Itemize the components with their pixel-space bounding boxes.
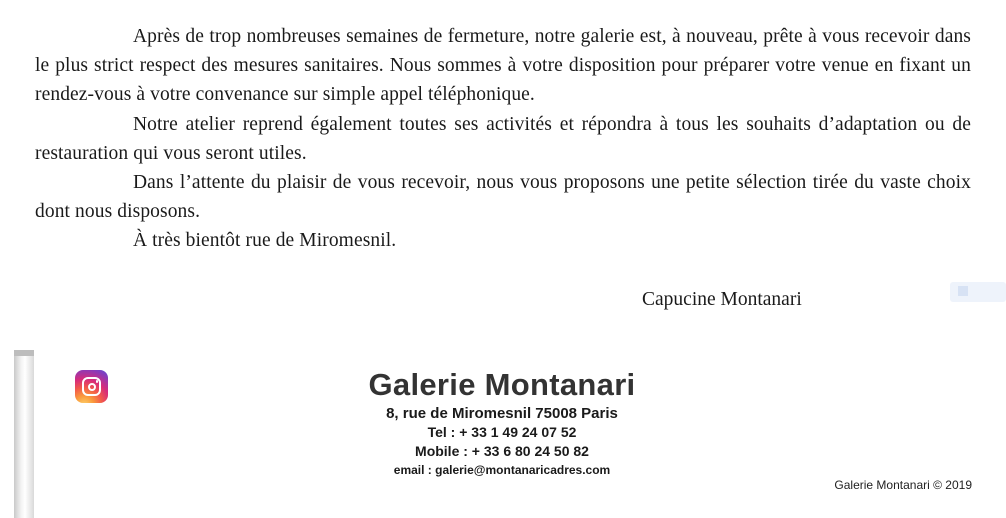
side-decorative-bar bbox=[14, 350, 34, 518]
copyright-notice: Galerie Montanari © 2019 bbox=[834, 478, 972, 492]
letter-paragraph: Dans l’attente du plaisir de vous recevoir, nous vous proposons une petite sélection tirée du vaste choix dont nous disposons. bbox=[35, 172, 971, 223]
instagram-icon[interactable] bbox=[75, 370, 108, 403]
gallery-address: 8, rue de Miromesnil 75008 Paris bbox=[386, 405, 618, 422]
signature: Capucine Montanari bbox=[642, 289, 802, 310]
gallery-name: Galerie Montanari bbox=[368, 367, 636, 402]
letter-paragraph: À très bientôt rue de Miromesnil. bbox=[133, 230, 397, 252]
faded-widget bbox=[950, 282, 1006, 302]
letter-body bbox=[35, 22, 971, 256]
contact-block bbox=[300, 366, 704, 480]
gallery-mobile: Mobile : + 33 6 80 24 50 82 bbox=[415, 443, 589, 459]
gallery-email[interactable]: email : galerie@montanaricadres.com bbox=[393, 463, 611, 477]
instagram-glyph bbox=[82, 377, 101, 396]
gallery-phone: Tel : + 33 1 49 24 07 52 bbox=[427, 424, 577, 440]
letter-paragraph: Après de trop nombreuses semaines de fermeture, notre galerie est, à nouveau, prête à vous recevoir dans le plus strict respect des mesures sanitaires. Nous sommes à votre disposition pour préparer votre venue en fixant un rendez-vous à votre convenance sur simple appel téléphonique. bbox=[35, 26, 971, 106]
letter-paragraph: Notre atelier reprend également toutes ses activités et répondra à tous les souhaits d’adaptation ou de restauration qui vous seront utiles. bbox=[35, 113, 971, 164]
